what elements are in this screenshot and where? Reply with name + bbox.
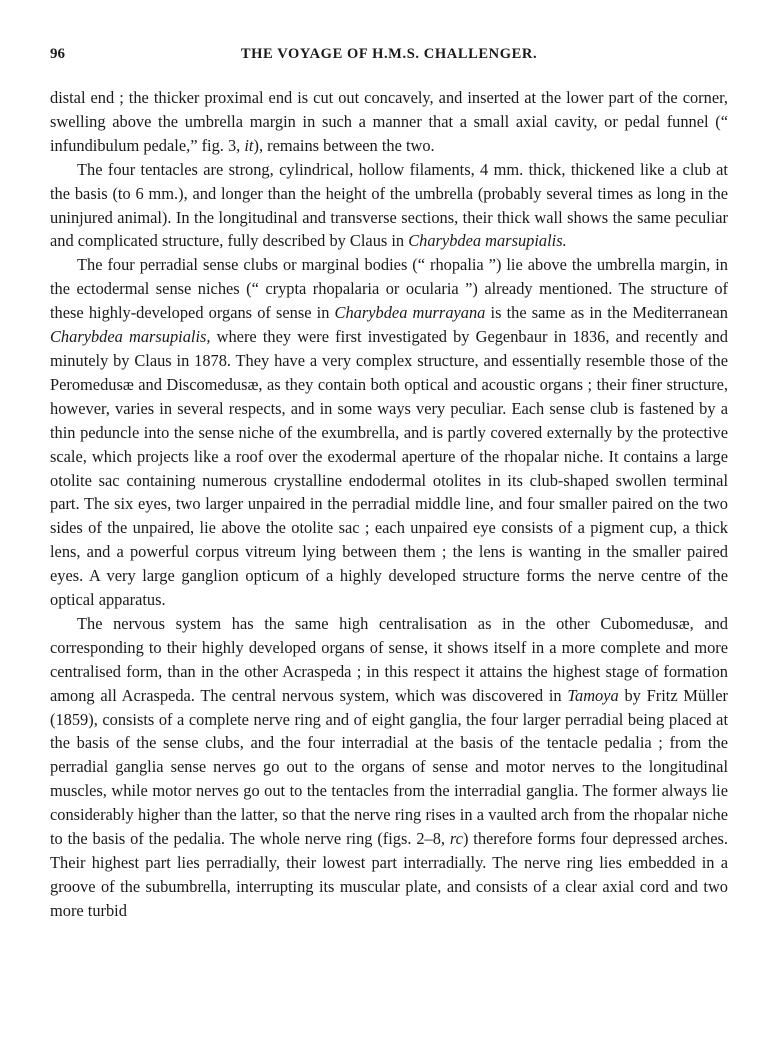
text-run: distal end ; the thicker proximal end is cut out concavely, and inserted at the lower part of the corner, swelling above the umbrella margin in such a manner that a small axial cavity, or pedal funnel (“ infundibulum pedale,” fig. 3,: [50, 88, 728, 155]
italic-text: Tamoya: [567, 685, 619, 705]
page-number: 96: [50, 46, 65, 62]
paragraph-1: [50, 86, 728, 158]
text-run: by Fritz Müller (1859), consists of a complete nerve ring and of eight ganglia, the four larger perradial being placed at the basis of the sense clubs, and the four interradial at the basis of the tentacle pedalia ; from the perradial ganglia sense nerves go out to the organs of sense and motor nerves to the longitudinal muscles, while motor nerves go out to the tentacles from the interradial ganglia. The former always lie considerably higher than the latter, so that the nerve ring rises in a vaulted arch from the rhopalar niche to the basis of the pedalia. The whole nerve ring (figs. 2–8,: [50, 685, 728, 849]
text-run: ) therefore forms four depressed arches. Their highest part lies perradially, their lowest part interradially. The nerve ring lies embedded in a groove of the subumbrella, interrupting its muscular plate, and consists of a clear axial cord and two more turbid: [50, 829, 729, 920]
italic-text: Charybdea murrayana: [334, 303, 486, 323]
italic-text: Charybdea marsupialis.: [408, 231, 567, 251]
italic-text: rc: [449, 829, 463, 849]
document-page: [50, 46, 728, 923]
text-run: The four tentacles are strong, cylindrical, hollow filaments, 4 mm. thick, thickened like a club at the basis (to 6 mm.), and longer than the height of the umbrella (probably several times as long in the uninjured animal). In the longitudinal and transverse sections, their thick wall shows the same peculiar and complicated structure, fully described by Claus in: [50, 159, 728, 251]
page-header: [50, 46, 728, 72]
body-text: [50, 86, 728, 923]
italic-text: Charybdea marsupialis,: [50, 327, 211, 347]
paragraph-3: [50, 253, 728, 612]
text-run: The nervous system has the same high centralisation as in the other Cubomedusæ, and corresponding to their highly developed organs of sense, it shows itself in a more complete and more centralised form, than in the other Acraspeda ; in this respect it attains the highest stage of formation among all Acraspeda. The central nervous system, which was discovered in: [50, 613, 728, 705]
text-run: is the same as in the Mediterranean: [485, 303, 728, 323]
paragraph-4: [50, 612, 728, 923]
paragraph-2: [50, 158, 728, 254]
running-title: THE VOYAGE OF H.M.S. CHALLENGER.: [240, 46, 538, 62]
text-run: where they were first investigated by Gegenbaur in 1836, and recently and minutely by Claus in 1878. They have a very complex structure, and essentially resemble those of the Peromedusæ and Discomedusæ, as they contain both optical and acoustic organs ; their finer structure, however, varies in several respects, and in some ways very peculiar. Each sense club is fastened by a thin peduncle into the sense niche of the exumbrella, and is partly covered externally by the protective scale, which projects like a roof over the exodermal aperture of the rhopalar niche. It contains a large otolite sac containing numerous crystalline endodermal otolites in its club-shaped swollen terminal part. The six eyes, two larger unpaired in the perradial middle line, and four smaller paired on the two sides of the unpaired, lie above the otolite sac ; each unpaired eye consists of a pigment cup, a thick lens, and a powerful corpus vitreum lying between them ; the lens is wanting in the smaller paired eyes. A very large ganglion opticum of a highly developed structure forms the nerve centre of the optical apparatus.: [50, 327, 728, 610]
text-run: The four perradial sense clubs or marginal bodies (“ rhopalia ”) lie above the umbrella margin, in the ectodermal sense niches (“ crypta rhopalaria or ocularia ”) already mentioned. The structure of these highly-developed organs of sense in: [50, 255, 728, 323]
text-run: ), remains between the two.: [253, 135, 435, 155]
italic-text: it: [244, 135, 254, 155]
